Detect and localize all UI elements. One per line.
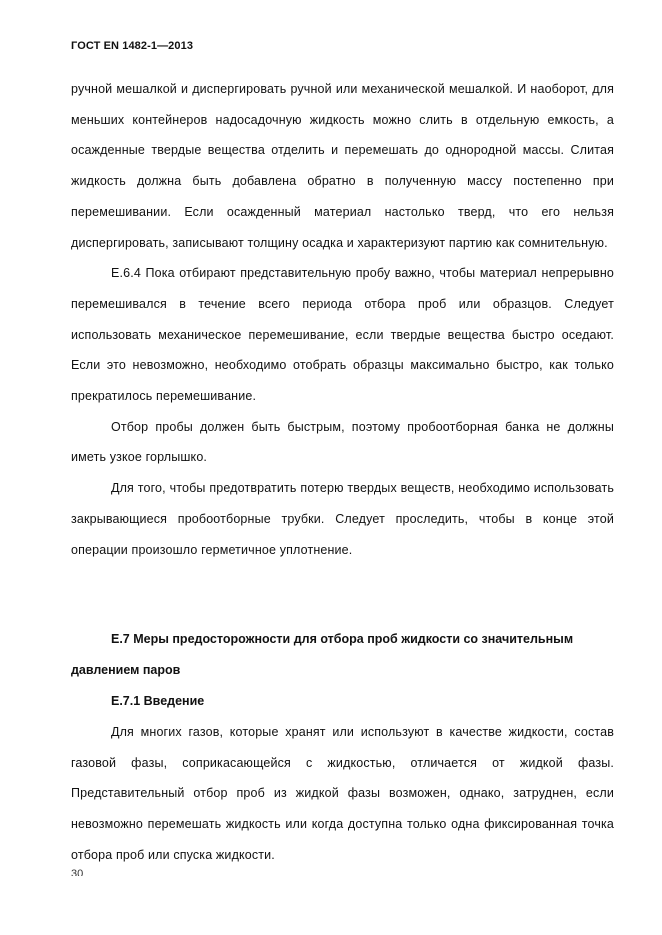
paragraph-sampling-speed: Отбор пробы должен быть быстрым, поэтому пробоотборная банка не должны иметь узкое горлышко.: [71, 419, 614, 465]
paragraph-continuation: ручной мешалкой и диспергировать ручной или механической мешалкой. И наоборот, для меньших контейнеров надосадочную жидкость можно слить в отдельную емкость, а осажденные твердые вещества отделить и перемешать до однородной массы. Слитая жидкость должна быть добавлена обратно в полученную массу постепенно при перемешивании. Если осажденный материал настолько тверд, что его нельзя диспергировать, записывают толщину осадка и характеризуют партию как сомнительную.: [71, 82, 614, 250]
paragraph-introduction: Для многих газов, которые хранят или используют в качестве жидкости, состав газовой фазы, соприкасающейся с жидкостью, отличается от жидкой фазы. Представительный отбор проб из жидкой фазы возможен, однако, затруднен, если невозможно перемешать жидкость или когда доступна только одна фиксированная точка отбора проб или спуска жидкости.: [71, 725, 614, 862]
body-text-bottom: [71, 717, 614, 871]
page-number: 30: [71, 869, 84, 876]
paragraph-e-6-4: Е.6.4 Пока отбирают представительную пробу важно, чтобы материал непрерывно перемешивался в течение всего периода отбора проб или образцов. Следует использовать механическое перемешивание, если твердые вещества быстро оседают. Если это невозможно, необходимо отобрать образцы максимально быстро, как только прекратилось перемешивание.: [71, 266, 614, 404]
paragraph-sampling-tubes: Для того, чтобы предотвратить потерю твердых веществ, необходимо использовать закрывающиеся пробоотборные трубки. Следует проследить, чтобы в конце этой операции произошло герметичное уплотнение.: [71, 481, 614, 557]
body-text-top: [71, 74, 614, 565]
document-header: ГОСТ EN 1482-1—2013: [71, 40, 194, 52]
subsection-heading-e-7-1: Е.7.1 Введение: [111, 694, 205, 708]
section-heading-e-7: Е.7 Меры предосторожности для отбора проб жидкости со значительным давлением паров: [71, 632, 574, 677]
